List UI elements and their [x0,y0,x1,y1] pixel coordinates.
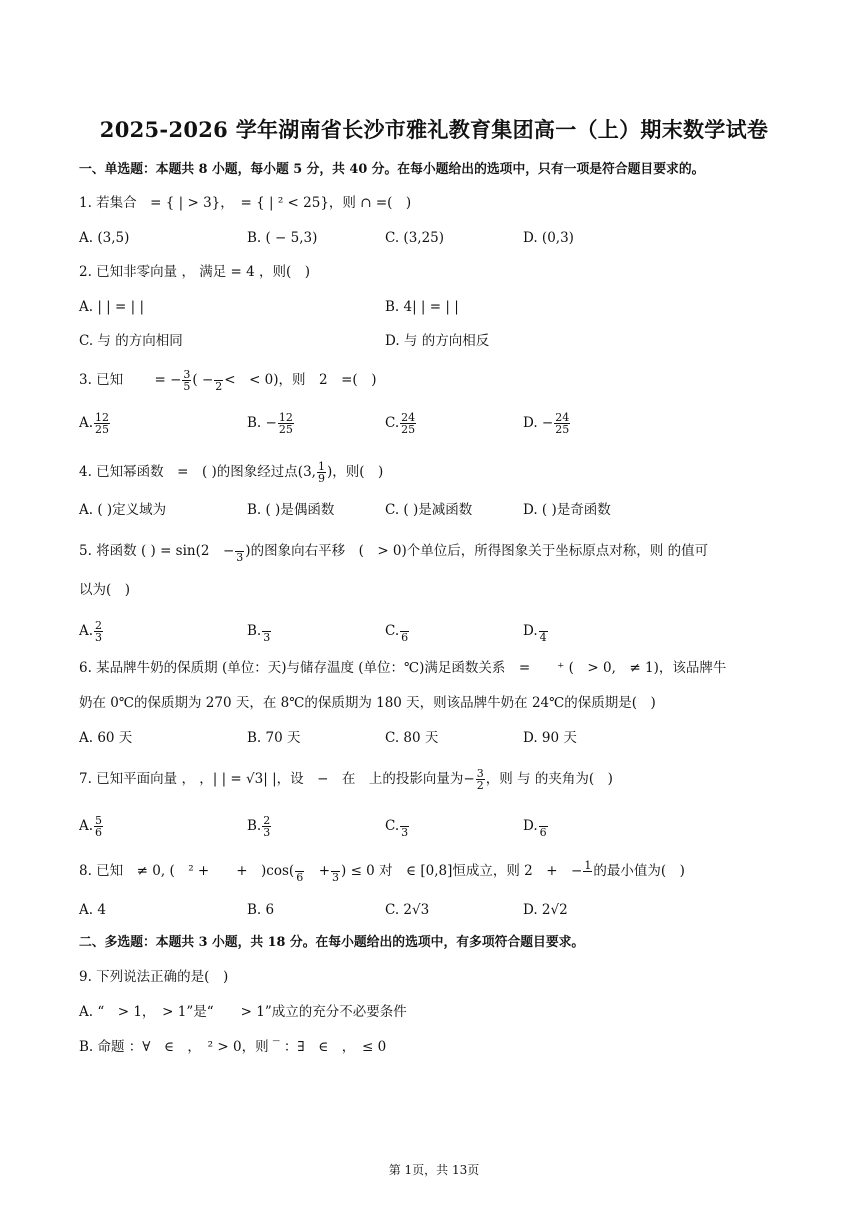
q5-option-a-numerator: 2 [95,619,103,632]
q5-option-c-fraction [400,620,409,643]
q3-option-c-numerator: 24 [401,411,416,424]
q5-option-a-fraction [94,620,103,643]
q7-option-d-fraction [539,815,548,838]
q5-option-d-fraction [539,620,548,643]
q7-option-d [523,815,549,838]
question-6-stem: 6. 某品牌牛奶的保质期 (单位：天)与储存温度 (单位：℃)满足函数关系 = ⁺ ( > 0, ≠ 1)，该品牌牛 [79,660,727,676]
q3-option-d-numerator: 24 [555,411,570,424]
question-3-stem [79,369,376,392]
q4-option-c: C. ( )是减函数 [385,502,473,518]
q7-option-c-fraction [400,815,409,838]
q3-option-c-denominator: 25 [401,423,416,436]
q7-option-a-numerator: 5 [95,814,103,827]
q1-option-a: A. (3,5) [79,230,130,246]
q3-option-b-denominator: 25 [278,423,293,436]
q5-option-d-prefix: D. [523,623,538,639]
q2-option-d: D. 与 的方向相反 [385,333,490,349]
q7-stem-part-b: ，则 与 的夹角为( ) [485,771,613,787]
q3-option-a-denominator: 25 [95,423,110,436]
q7-stem-part-a: 7. 已知平面向量 ， ，| | = √3| |，设 − 在 上的投影向量为− [79,771,475,787]
q3-option-c-fraction [400,412,416,435]
q7-fraction-denominator: 2 [476,779,484,792]
q3-option-d [523,412,571,435]
q2-option-c: C. 与 的方向相同 [79,333,183,349]
q5-option-c-denominator: 6 [401,631,409,644]
q8-fraction-1 [295,860,304,883]
q8-stem-part-d: 的最小值为( ) [593,863,685,879]
question-8-stem [79,860,685,883]
q9-option-a: A. “ > 1， > 1”是“ > 1”成立的充分不必要条件 [79,1004,407,1020]
q5-option-c-prefix: C. [385,623,400,639]
q3-fraction [182,369,191,392]
page-footer: 第 1页，共 13页 [388,1163,480,1177]
question-9-stem: 9. 下列说法正确的是( ) [79,969,229,985]
q7-option-d-prefix: D. [523,818,538,834]
q1-option-c: C. (3,25) [385,230,445,246]
q3-option-b-prefix: B. − [247,415,277,431]
q7-option-a-fraction [94,815,103,838]
section-2-heading: 二、多选题：本题共 3 小题，共 18 分。在每小题给出的选项中，有多项符合题目要求。 [79,935,585,950]
q8-fraction-2-denominator: 3 [332,871,340,884]
q7-option-c-prefix: C. [385,818,400,834]
q5-option-d-denominator: 4 [539,631,547,644]
q5-option-a [79,620,104,643]
question-5-stem [79,540,708,563]
q7-fraction [476,768,485,791]
q8-stem-part-c: ) ≤ 0 对 ∈ [0,8]恒成立，则 2 + − [341,863,583,879]
q2-option-b: B. 4| | = | | [385,299,459,315]
question-4-stem [79,461,383,484]
section-1-heading: 一、单选题：本题共 8 小题，每小题 5 分，共 40 分。在每小题给出的选项中，只有一项是符合题目要求的。 [79,162,705,177]
q4-stem-part-b: )，则( ) [326,464,384,480]
q7-option-b [247,815,272,838]
q3-stem-part-a: 3. 已知 = − [79,372,182,388]
q4-option-b: B. ( )是偶函数 [247,502,335,518]
q4-fraction-denominator: 9 [317,472,325,485]
q5-option-b-fraction [262,620,271,643]
q3-stem-part-b: ( − [192,372,214,388]
question-5-stem-continued: 以为( ) [79,582,131,598]
q8-fraction-1-denominator: 6 [296,871,304,884]
q1-option-b: B. ( − 5,3) [247,230,318,246]
q7-option-d-denominator: 6 [539,826,547,839]
q3-fraction-denominator: 5 [183,380,191,393]
question-6-stem-continued: 奶在 0℃的保质期为 270 天，在 8℃的保质期为 180 天，则该品牌牛奶在 24℃的保质期是( ) [79,695,656,711]
q7-option-a [79,815,104,838]
q5-option-b-denominator: 3 [263,631,271,644]
q1-option-d: D. (0,3) [523,230,574,246]
q3-option-d-fraction [554,412,570,435]
q4-fraction [317,461,326,484]
q7-fraction-numerator: 3 [476,767,484,780]
q6-option-b: B. 70 天 [247,730,301,746]
q5-option-a-prefix: A. [79,623,94,639]
q3-option-b-fraction [278,412,294,435]
question-1-stem: 1. 若集合 = { | > 3}， = { | ² < 25}，则 ∩ =( ) [79,195,412,211]
q3-option-b [247,412,295,435]
q5-stem-part-b: )的图象向右平移 ( > 0)个单位后，所得图象关于坐标原点对称，则 的值可 [245,543,709,559]
q3-option-a-numerator: 12 [95,411,110,424]
q4-option-d: D. ( )是奇函数 [523,502,611,518]
q3-option-c [385,412,417,435]
q5-option-a-denominator: 3 [95,631,103,644]
q3-fraction-numerator: 3 [183,368,191,381]
page-title: 2025-2026 学年湖南省长沙市雅礼教育集团高一（上）期末数学试卷 [99,117,769,142]
q5-option-b [247,620,272,643]
q7-option-b-numerator: 2 [263,814,271,827]
q4-stem-part-a: 4. 已知幂函数 = ( )的图象经过点(3, [79,464,316,480]
q9-option-b: B. 命题 ：∀ ∈ ， ² > 0，则 ‾ ：∃ ∈ ， ≤ 0 [79,1039,387,1055]
q8-option-d: D. 2√2 [523,902,568,918]
q3-option-d-prefix: D. − [523,415,554,431]
q7-option-b-prefix: B. [247,818,262,834]
question-2-stem: 2. 已知非零向量 ， 满足 = 4 ，则( ) [79,264,311,280]
q3-option-c-prefix: C. [385,415,400,431]
q7-option-a-denominator: 6 [95,826,103,839]
question-7-stem [79,768,613,791]
q3-option-b-numerator: 12 [278,411,293,424]
q6-option-c: C. 80 天 [385,730,439,746]
q8-option-c: C. 2√3 [385,902,430,918]
q4-fraction-numerator: 1 [317,460,325,473]
q3-fraction-2-denominator: 2 [215,380,223,393]
q3-fraction-2 [214,369,223,392]
q8-fraction-2 [331,860,340,883]
q3-option-a-fraction [94,412,110,435]
q8-stem-part-b: + [305,863,331,879]
q5-fraction [235,540,244,563]
q3-option-d-denominator: 25 [555,423,570,436]
q3-stem-part-c: < < 0)，则 2 =( ) [224,372,377,388]
q8-stem-part-a: 8. 已知 ≠ 0, ( ² + + )cos( [79,863,295,879]
q3-option-a-prefix: A. [79,415,94,431]
q4-option-a: A. ( )定义域为 [79,502,167,518]
q8-fraction-3-denominator [583,872,592,883]
q5-stem-part-a: 5. 将函数 ( ) = sin(2 − [79,543,235,559]
q7-option-b-fraction [262,815,271,838]
q5-option-d [523,620,549,643]
q2-option-a: A. | | = | | [79,299,145,315]
q3-option-a [79,412,111,435]
q5-fraction-denominator: 3 [236,551,244,564]
q8-fraction-3-numerator: 1 [584,859,592,872]
q7-option-b-denominator: 3 [263,826,271,839]
q6-option-a: A. 60 天 [79,730,133,746]
q8-option-b: B. 6 [247,902,275,918]
q8-option-a: A. 4 [79,902,106,918]
q7-option-a-prefix: A. [79,818,94,834]
q5-option-b-prefix: B. [247,623,262,639]
q6-option-d: D. 90 天 [523,730,577,746]
q7-option-c [385,815,410,838]
q7-option-c-denominator: 3 [401,826,409,839]
q8-fraction-3 [583,860,592,883]
q5-option-c [385,620,410,643]
